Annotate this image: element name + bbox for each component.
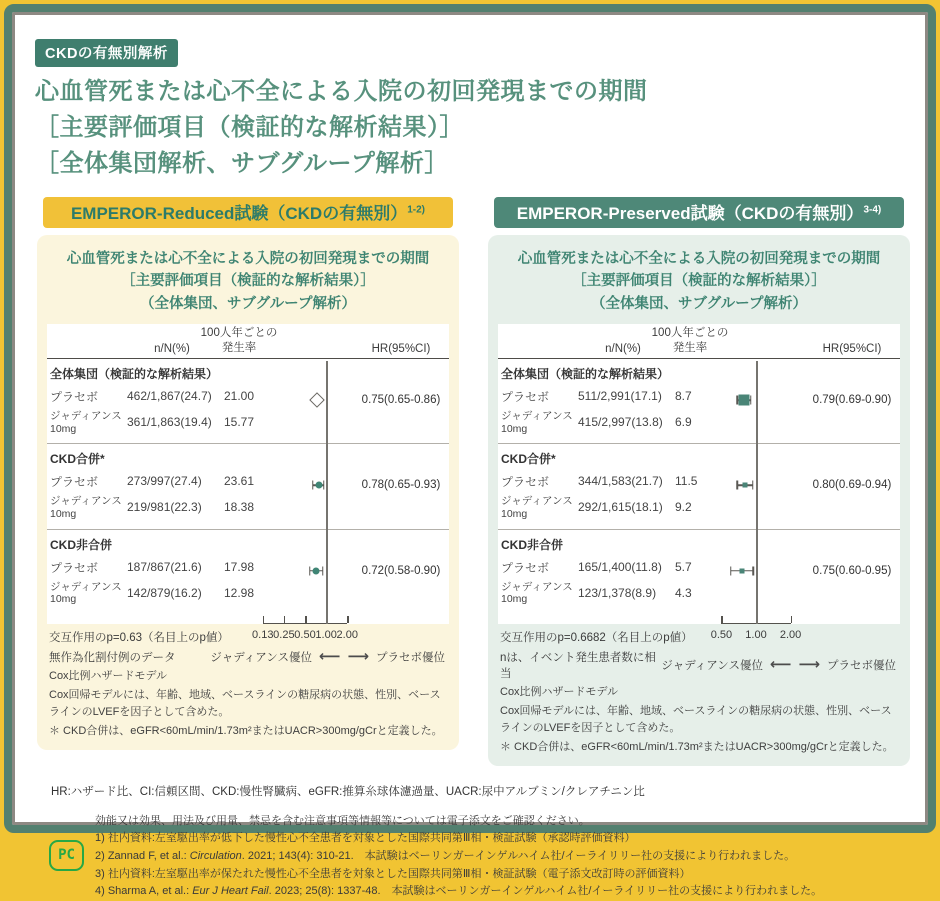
panel-badge-text: EMPEROR-Preserved試験（CKDの有無別） <box>516 204 864 223</box>
nn-value: 123/1,378(8.9) <box>578 585 657 600</box>
group-label: CKD非合併 <box>50 537 112 552</box>
axis-row <box>47 614 449 624</box>
arm-line1: ジャディアンス <box>50 580 122 593</box>
group-label: 全体集団（検証的な解析結果） <box>50 367 219 382</box>
ref-journal: Eur J Heart Fail <box>192 885 269 898</box>
rate-value: 18.38 <box>224 500 255 515</box>
reference-3 <box>95 866 906 884</box>
nn-value: 511/2,991(17.1) <box>578 389 662 404</box>
page-title-line1: 心血管死または心不全による入院の初回発現までの期間 <box>35 78 648 105</box>
ref-text: 1) 社内資料:左室駆出率が低下した慢性心不全患者を対象とした国際共同第Ⅲ相・検証試験（承認時評価資料） <box>95 832 636 845</box>
arm-label: プラセボ <box>501 390 550 405</box>
panel-title-line2: ［主要評価項目（検証的な解析結果）］ <box>121 273 375 290</box>
panel-body <box>488 235 910 766</box>
arm-line1: ジャディアンス <box>501 580 573 593</box>
forest-group-nonckd <box>498 529 900 614</box>
forest-marker <box>310 392 326 408</box>
forest-group-overall <box>498 359 900 443</box>
hr-value: 0.78(0.65-0.93) <box>361 479 441 492</box>
panel-emperor-preserved <box>488 197 910 766</box>
pc-logo: PC <box>49 840 84 871</box>
panel-badge-sup: 3-4) <box>863 204 882 216</box>
axis-tick-label: 2.00 <box>336 628 358 641</box>
table-header <box>47 324 449 359</box>
forest-group-nonckd <box>47 529 449 614</box>
panel-title-line1: 心血管死または心不全による入院の初回発現までの期間 <box>66 251 430 267</box>
note-intro: 効能又は効果、用法及び用量、禁忌を含む注意事項等情報等については電子添文をご確認ください。 <box>95 814 590 827</box>
ci-cap-high <box>752 481 754 490</box>
ci-cap-high <box>323 481 325 490</box>
arrow-right-icon: ⟶ <box>798 656 820 674</box>
nn-value: 165/1,400(11.8) <box>578 559 662 574</box>
arm-label <box>47 492 123 522</box>
favor-row <box>498 649 900 681</box>
nn-value: 219/981(22.3) <box>127 500 202 515</box>
arrow-left-icon: ⟵ <box>318 648 341 666</box>
col-header-rate-l1: 100人年ごとの <box>651 327 729 340</box>
hr-value: 0.75(0.65-0.86) <box>361 394 441 407</box>
page-title-line3: ［全体集団解析、サブグループ解析］ <box>35 150 449 177</box>
col-header-hr: HR(95%CI) <box>371 343 431 356</box>
footnote: Cox回帰モデルには、年齢、地域、ベースラインの糖尿病の状態、性別、ベースラインのLVEFを因子として含めた。 <box>500 705 892 734</box>
rate-value: 23.61 <box>224 474 255 489</box>
panel-badge-reduced <box>43 197 452 228</box>
ci-cap-low <box>312 481 314 490</box>
axis-tick-label: 2.00 <box>779 628 802 641</box>
col-header-nn: n/N(%) <box>605 343 641 356</box>
col-header-hr: HR(95%CI) <box>822 343 882 356</box>
forest-marker <box>739 568 744 573</box>
ref-text: 2) Zannad F, et al.: <box>95 849 190 862</box>
nn-value: 142/879(16.2) <box>127 585 202 600</box>
trial-panels <box>35 197 906 766</box>
favor-direction <box>210 649 445 665</box>
topic-badge: CKDの有無別解析 <box>35 39 178 67</box>
nn-value: 187/867(21.6) <box>127 559 202 574</box>
nn-value: 361/1,863(19.4) <box>127 415 212 430</box>
arm-label: プラセボ <box>501 560 550 575</box>
ci-cap-low <box>309 566 311 575</box>
forest-marker <box>315 482 322 489</box>
arm-line1: ジャディアンス <box>50 495 122 508</box>
abbreviations: HR:ハザード比、CI:信頼区間、CKD:慢性腎臓病、eGFR:推算糸球体濾過量、UACR:尿中アルブミン/クレアチニン比 <box>51 785 645 798</box>
group-label: CKD合併* <box>501 452 556 467</box>
page-title-line2: ［主要評価項目（検証的な解析結果）］ <box>35 114 464 141</box>
footnote: Cox回帰モデルには、年齢、地域、ベースラインの糖尿病の状態、性別、ベースラインのLVEFを因子として含めた。 <box>49 689 441 718</box>
ref-text: . 2021; 143(4): 310-21. 本試験はベーリンガーインゲルハイム社/イーライリリー社の支援により行われました。 <box>241 849 796 862</box>
ci-cap-high <box>322 566 324 575</box>
footnote: ＊ CKD合併は、eGFR<60mL/min/1.73m²またはUACR>300mg/gCrと定義した。 <box>49 725 443 738</box>
ref-text: 4) Sharma A, et al.: <box>95 885 193 898</box>
data-source-note: 無作為化割付例のデータ <box>49 651 176 664</box>
nn-value: 415/2,997(13.8) <box>578 415 663 430</box>
axis-tick <box>305 616 307 623</box>
hr-value: 0.72(0.58-0.90) <box>361 564 441 577</box>
arm-label <box>47 578 123 608</box>
forest-plot-cell <box>708 534 804 608</box>
interaction-p-text: 交互作用のp=0.63（名目上のp値） <box>49 631 229 644</box>
ci-cap-low <box>737 481 739 490</box>
forest-marker <box>742 483 747 488</box>
col-header-rate-l2: 発生率 <box>672 341 708 354</box>
favor-row <box>47 649 449 665</box>
page-content <box>12 12 928 901</box>
panel-title-line1: 心血管死または心不全による入院の初回発現までの期間 <box>517 251 881 267</box>
rate-value: 17.98 <box>224 559 255 574</box>
nn-value: 344/1,583(21.7) <box>578 474 663 489</box>
forest-plot-cell <box>257 448 353 522</box>
favor-left-label: ジャディアンス優位 <box>210 651 312 664</box>
forest-group-ckd <box>498 443 900 528</box>
axis-labels <box>498 627 900 644</box>
panel-body <box>37 235 459 750</box>
arm-label <box>498 578 574 608</box>
axis-tick-label: 1.00 <box>745 628 767 641</box>
panel-title <box>498 248 900 315</box>
rate-value: 21.00 <box>224 389 255 404</box>
ref-journal: Circulation <box>189 849 242 862</box>
arrow-left-icon: ⟵ <box>769 656 792 674</box>
panel-badge-sup: 1-2) <box>407 204 426 216</box>
forest-marker <box>739 395 750 406</box>
rate-value: 12.98 <box>224 585 255 600</box>
hr-value: 0.75(0.60-0.95) <box>812 564 892 577</box>
arm-label: プラセボ <box>501 475 550 490</box>
panel-title-line3: （全体集団、サブグループ解析） <box>140 295 356 312</box>
forest-plot-cell <box>257 534 353 608</box>
arm-line2: 10mg <box>50 593 77 606</box>
references <box>58 813 906 901</box>
col-header-rate <box>651 326 729 355</box>
rate-value: 9.2 <box>675 500 692 515</box>
panel-badge-text: EMPEROR-Reduced試験（CKDの有無別） <box>70 204 408 223</box>
nn-value: 273/997(27.4) <box>127 474 202 489</box>
ref-text: 3) 社内資料:左室駆出率が保たれた慢性心不全患者を対象とした国際共同第Ⅲ相・検証試験（電子添文改訂時の評価資料） <box>95 867 691 880</box>
axis-tick <box>791 616 793 623</box>
ref-text: . 2023; 25(8): 1337-48. 本試験はベーリンガーインゲルハイム社/イーライリリー社の支援により行われました。 <box>268 885 823 898</box>
arm-line2: 10mg <box>50 507 77 520</box>
favor-right-label: プラセボ優位 <box>827 659 896 672</box>
hr-value: 0.80(0.69-0.94) <box>812 479 892 492</box>
panel-title-line3: （全体集団、サブグループ解析） <box>591 295 807 312</box>
footnote: ＊ CKD合併は、eGFR<60mL/min/1.73m²またはUACR>300mg/gCrと定義した。 <box>500 741 894 754</box>
arm-line2: 10mg <box>501 593 528 606</box>
panel-title <box>47 248 449 315</box>
favor-left-label: ジャディアンス優位 <box>661 659 763 672</box>
rate-value: 8.7 <box>675 389 692 404</box>
arm-label <box>47 407 123 437</box>
footnote: Cox比例ハザードモデル <box>500 685 619 698</box>
arm-label: プラセボ <box>50 390 99 405</box>
rate-value: 5.7 <box>675 559 692 574</box>
group-label: CKD合併* <box>50 452 105 467</box>
table-header <box>498 324 900 359</box>
axis-tick <box>347 616 349 623</box>
favor-right-label: プラセボ優位 <box>376 651 445 664</box>
ci-cap-high <box>750 396 752 405</box>
nn-value: 292/1,615(18.1) <box>578 500 663 515</box>
arm-line2: 10mg <box>50 422 77 435</box>
axis-line <box>263 623 347 624</box>
axis-tick-label: 1.00 <box>315 628 337 641</box>
col-header-nn: n/N(%) <box>154 343 190 356</box>
forest-group-ckd <box>47 443 449 528</box>
forest-plot-cell <box>708 448 804 522</box>
axis-tick-label: 0.50 <box>710 628 733 641</box>
axis-tick-label: 0.50 <box>294 628 316 641</box>
page-title <box>35 74 906 182</box>
axis-tick <box>721 616 723 623</box>
axis-row <box>498 614 900 624</box>
forest-table <box>498 324 900 623</box>
axis-labels <box>47 627 449 644</box>
panel-title-line2: ［主要評価項目（検証的な解析結果）］ <box>572 273 826 290</box>
arm-label: プラセボ <box>50 475 99 490</box>
arm-line1: ジャディアンス <box>501 495 573 508</box>
hr-value: 0.79(0.69-0.90) <box>812 394 892 407</box>
rate-value: 6.9 <box>675 415 692 430</box>
arm-line1: ジャディアンス <box>50 410 122 423</box>
ci-cap-low <box>730 566 732 575</box>
rate-value: 11.5 <box>675 474 698 489</box>
forest-plot-cell <box>708 363 804 437</box>
arm-label: プラセボ <box>50 560 99 575</box>
arm-line1: ジャディアンス <box>501 410 573 423</box>
panel-badge-preserved <box>494 197 903 228</box>
forest-plot-cell <box>257 363 353 437</box>
arm-line2: 10mg <box>501 507 528 520</box>
forest-table <box>47 324 449 623</box>
forest-marker <box>313 567 320 574</box>
panel-emperor-reduced <box>37 197 459 766</box>
reference-4 <box>95 883 906 901</box>
arm-line2: 10mg <box>501 422 528 435</box>
group-label: 全体集団（検証的な解析結果） <box>501 367 670 382</box>
axis-tick <box>284 616 286 623</box>
axis-tick-label: 0.13 <box>252 628 274 641</box>
page-frame <box>4 4 936 898</box>
axis-tick-label: 0.25 <box>273 628 295 641</box>
col-header-rate-l2: 発生率 <box>221 341 257 354</box>
reference-1 <box>95 830 906 848</box>
group-label: CKD非合併 <box>501 537 563 552</box>
ci-cap-high <box>753 566 755 575</box>
favor-direction <box>661 657 896 673</box>
interaction-p-text: 交互作用のp=0.6682（名目上のp値） <box>500 631 693 644</box>
footnote: Cox比例ハザードモデル <box>49 669 168 682</box>
rate-value: 15.77 <box>224 415 255 430</box>
arm-label <box>498 492 574 522</box>
forest-group-overall <box>47 359 449 443</box>
nn-value: 462/1,867(24.7) <box>127 389 212 404</box>
axis-tick <box>263 616 265 623</box>
rate-value: 4.3 <box>675 585 692 600</box>
col-header-rate-l1: 100人年ごとの <box>200 327 278 340</box>
data-source-note: nは、イベント発生患者数に相当 <box>500 651 656 680</box>
arrow-right-icon: ⟶ <box>347 648 369 666</box>
col-header-rate <box>200 326 278 355</box>
reference-2 <box>95 848 906 866</box>
arm-label <box>498 407 574 437</box>
